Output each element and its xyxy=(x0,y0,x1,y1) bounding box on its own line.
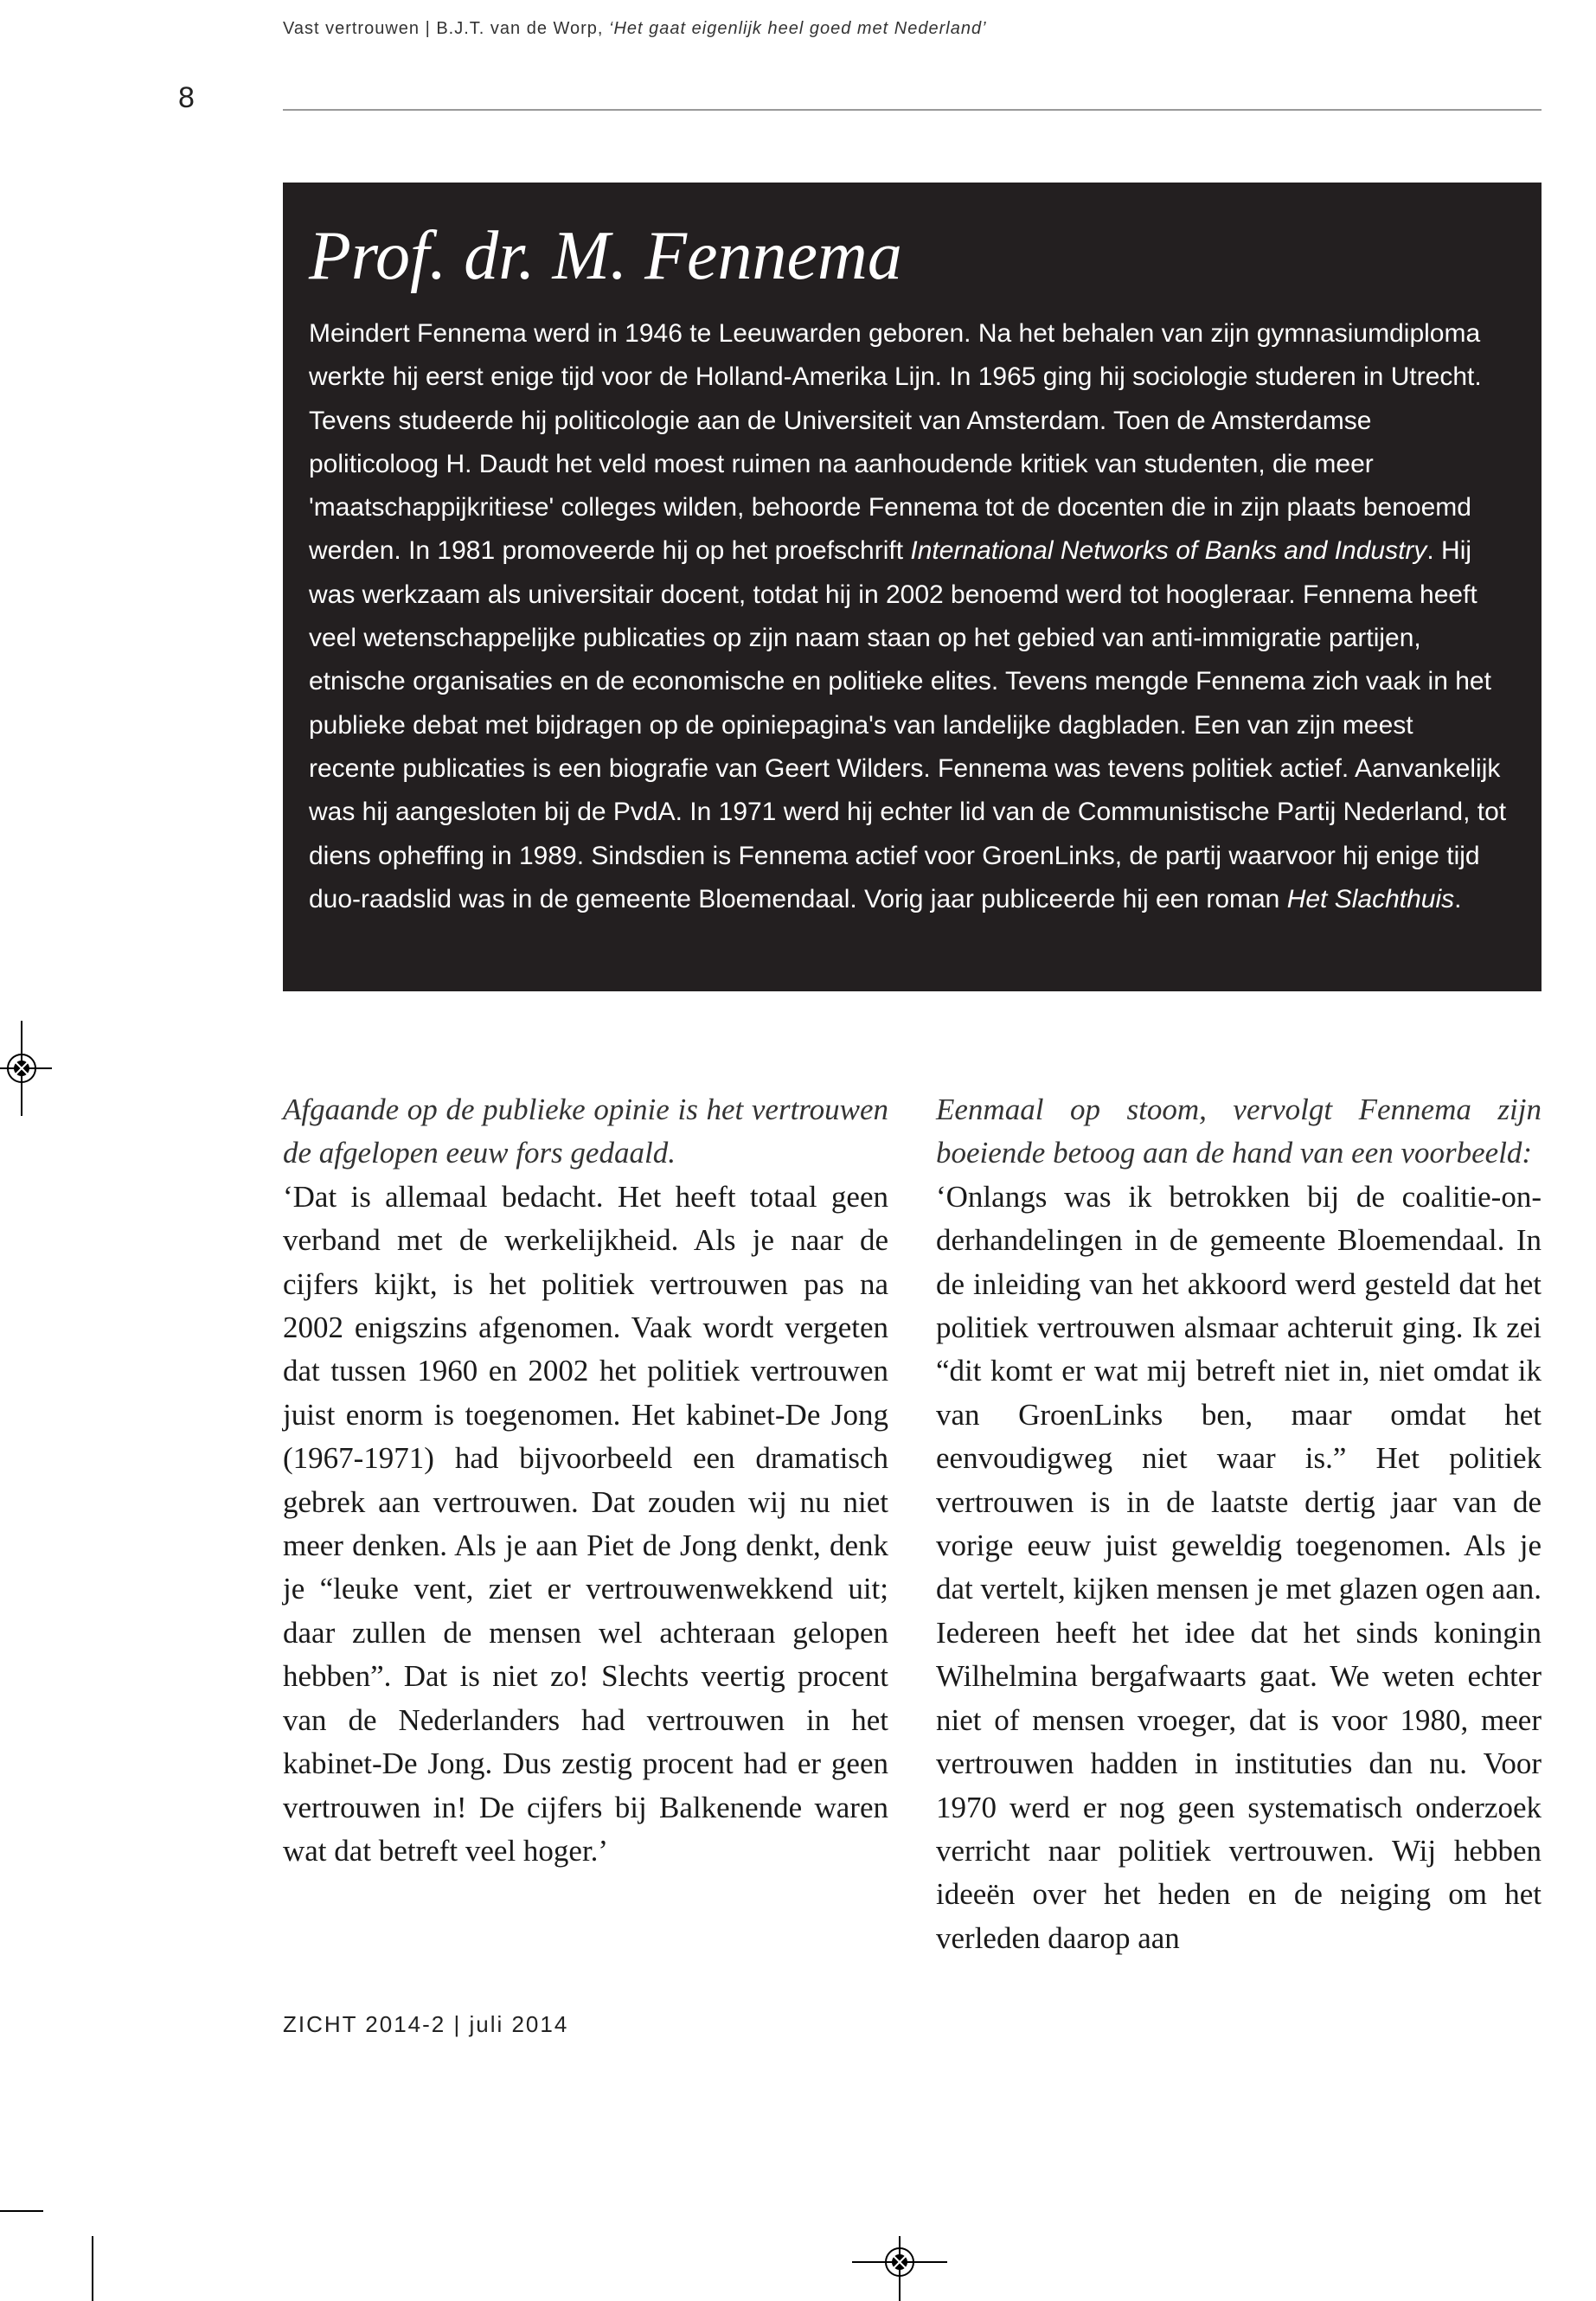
header-rule xyxy=(283,109,1542,111)
trim-mark-horizontal xyxy=(0,2210,43,2212)
biography-text-part1: Meindert Fennema werd in 1946 te Leeuwarden geboren. Na het behalen van zijn gymnasiumdiploma werkte hij eerst enige tijd voor de Holland-Amerika Lijn. In 1965 ging hij sociologie studeren in Utrecht. Tevens studeerde hij politicologie aan de Universiteit van Amsterdam. Toen de Amsterdamse politicoloog H. Daudt het veld moest ruimen na aanhoudende kritiek van studenten, die meer 'maatschappijkritiese' colleges wilden, behoorde Fennema tot de docenten die in zijn plaats benoemd werden. In 1981 promoveerde hij op het proefschrift xyxy=(309,319,1482,566)
left-column-quote: ‘Dat is allemaal bedacht. Het heeft totaal geen verband met de werkelijkheid. Als je naar de cijfers kijkt, is het politiek vertrouwen pas na 2002 enigszins afgenomen. Vaak wordt vergeten dat tussen 1960 en 2002 het politiek vertrouwen juist enorm is toegenomen. Het kabinet-De Jong (1967-1971) had bijvoorbeeld een dramatisch gebrek aan vertrouwen. Dat zouden wij nu niet meer denken. Als je aan Piet de Jong denkt, denk je “leuke vent, ziet er vertrouwenwekkend uit; daar zullen de mensen wel achteraan gelopen hebben”. Dat is niet zo! Slechts veertig procent van de Nederlanders had vertrouwen in het kabinet-De Jong. Dus zestig procent had er geen vertrouwen in! De cijfers bij Balkenende waren wat dat betreft veel hoger.’ xyxy=(283,1179,888,1868)
running-header-prefix: Vast vertrouwen | B.J.T. van de Worp, xyxy=(283,19,610,38)
page-footer: ZICHT 2014-2 | juli 2014 xyxy=(283,2011,569,2037)
thesis-title: International Networks of Banks and Industry xyxy=(910,536,1427,566)
right-column-intro: Eenmaal op stoom, vervolgt Fennema zijn boeiende betoog aan de hand van een voorbeeld: xyxy=(936,1093,1542,1170)
registration-mark-bottom xyxy=(852,2236,947,2301)
right-column-quote: ‘Onlangs was ik betrokken bij de coalitie-onderhandelingen in de gemeente Bloemendaal. In de inleiding van het akkoord werd gesteld dat het politiek vertrouwen alsmaar achteruit ging. Ik zei “dit komt er wat mij betreft niet in, niet omdat ik van GroenLinks ben, maar omdat het eenvoudigweg niet waar is.” Het politiek vertrouwen is in de laatste dertig jaar van de vorige eeuw juist geweldig toegenomen. Als je dat vertelt, kijken mensen je met glazen ogen aan. Iedereen heeft het idee dat het sinds koningin Wilhelmina bergafwaarts gaat. We weten echter niet of mensen vroeger, dat is voor 1980, meer vertrouwen hadden in instituties dan nu. Voor 1970 werd er nog geen systematisch onderzoek verricht naar politiek vertrouwen. Wij hebben ideeën over het heden en de neiging om het verleden daarop aan xyxy=(936,1179,1542,1955)
biography-text xyxy=(309,312,1507,921)
trim-mark-vertical xyxy=(92,2236,93,2301)
left-column xyxy=(283,1088,888,1873)
running-header-title: ‘Het gaat eigenlijk heel goed met Nederland’ xyxy=(609,19,987,38)
novel-title: Het Slachthuis xyxy=(1286,884,1455,913)
running-header xyxy=(283,19,1546,39)
biography-text-part2: . Hij was werkzaam als universitair docent, totdat hij in 2002 benoemd werd tot hoogleraar. Fennema heeft veel wetenschappelijke publicaties op zijn naam staan op het gebied van anti-immigratie partijen, etnische organisaties en de economische en politieke elites. Tevens mengde Fennema zich vaak in het publieke debat met bijdragen op de opiniepagina's van landelijke dagbladen. Een van zijn meest recente publicaties is een biografie van Geert Wilders. Fennema was tevens politiek actief. Aanvankelijk was hij aangesloten bij de PvdA. In 1971 werd hij echter lid van de Communistische Partij Nederland, tot diens opheffing in 1989. Sindsdien is Fennema actief voor GroenLinks, de partij waarvoor hij enige tijd duo-raadslid was in de gemeente Bloemendaal. Vorig jaar publiceerde hij een roman xyxy=(309,536,1507,913)
page-number: 8 xyxy=(178,81,195,114)
right-column xyxy=(936,1088,1542,1960)
registration-mark-left xyxy=(0,1021,52,1116)
biography-box xyxy=(283,183,1542,991)
left-column-intro: Afgaande op de publieke opinie is het vertrouwen de afgelopen eeuw fors gedaald. xyxy=(283,1093,888,1170)
biography-text-end: . xyxy=(1454,884,1462,913)
biography-title: Prof. dr. M. Fennema xyxy=(309,218,902,294)
